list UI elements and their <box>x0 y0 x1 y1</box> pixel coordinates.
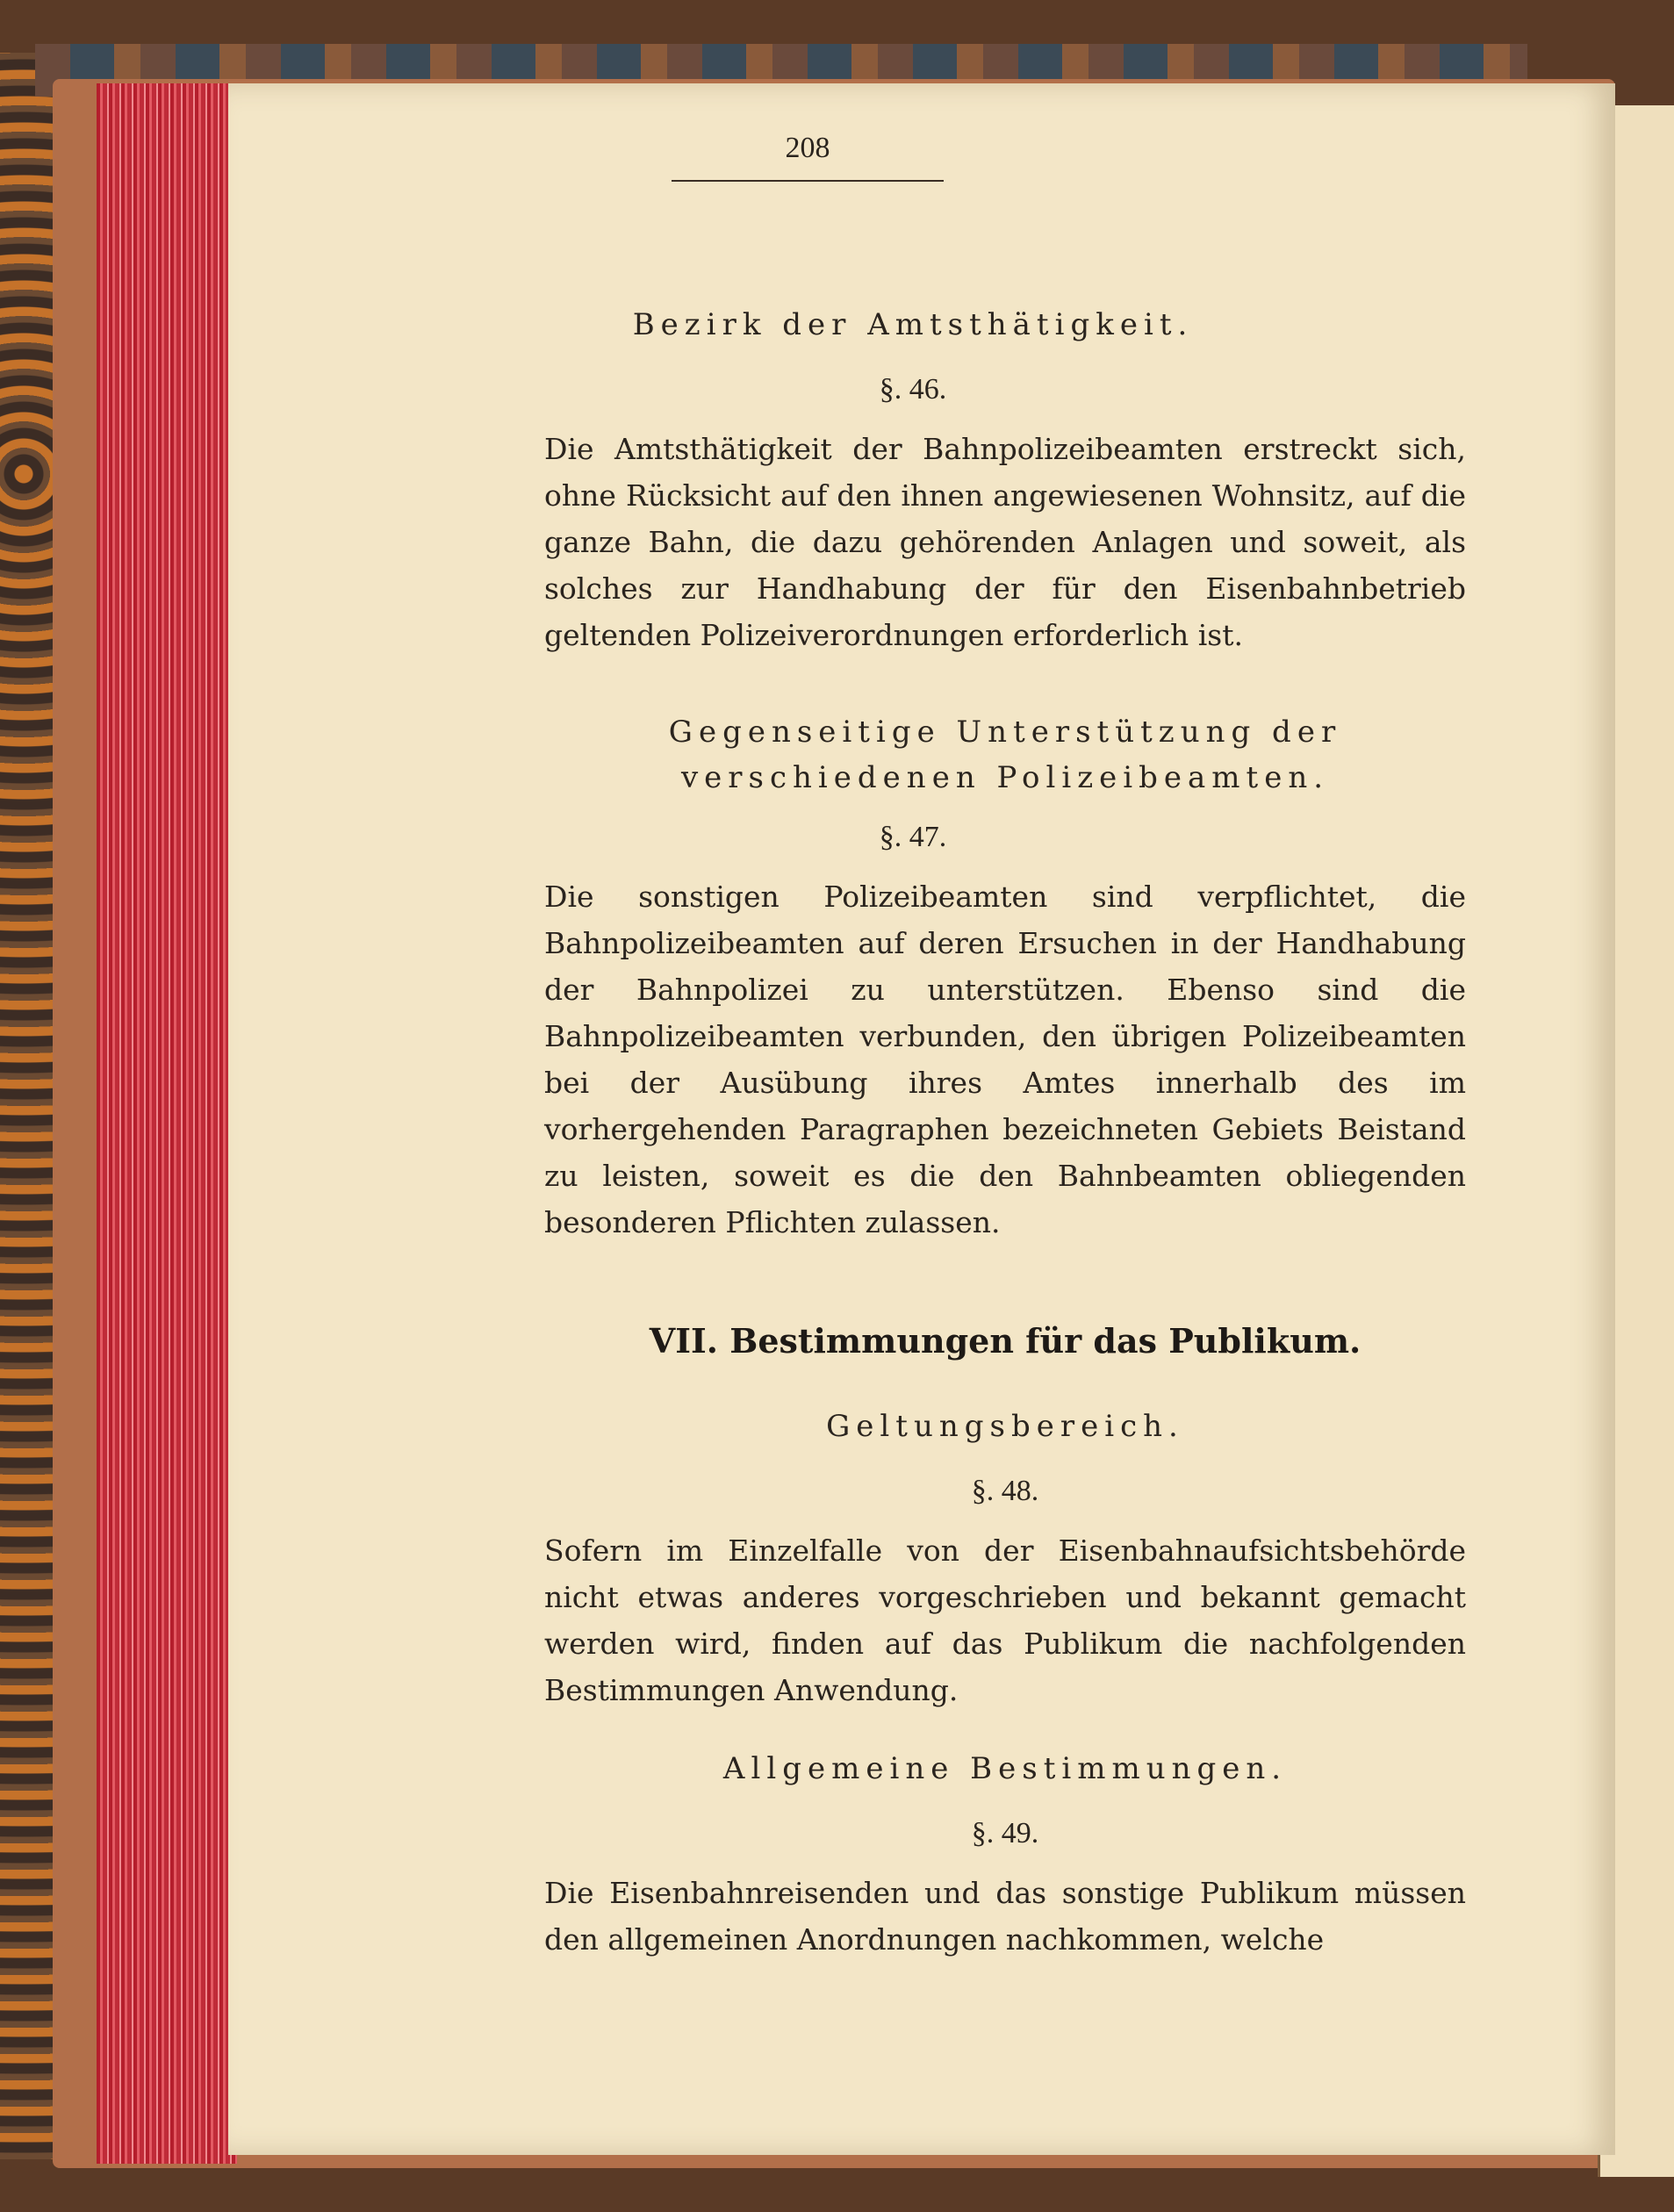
red-page-edges <box>97 83 237 2164</box>
paragraph-number: §. 48. <box>971 1475 1039 1507</box>
paragraph-number: §. 49. <box>971 1817 1039 1849</box>
paragraph-text: Die Amtsthätigkeit der Bahnpolizeibeamten erstreckt sich, ohne Rücksicht auf den ihnen angewiesenen Wohnsitz, auf die ganze Bahn, die dazu gehörenden Anlagen und soweit, als solches zur Handhabung der für den Eisenbahnbetrieb geltenden Polizeiverordnungen erforderlich ist. <box>544 432 1466 652</box>
paragraph-number: §. 46. <box>879 373 947 406</box>
paragraph-text: Die Eisenbahnreisenden und das sonstige Publikum müssen den allgemeinen Anordnungen nachkommen, welche <box>544 1876 1466 1957</box>
paragraph-text: Sofern im Einzelfalle von der Eisenbahnaufsichtsbehörde nicht etwas anderes vorgeschrieben und bekannt gemacht werden wird, finden auf das Publikum die nachfolgenden Bestimmungen Anwendung. <box>544 1533 1466 1707</box>
section-heading: Gegenseitige Unterstützung der verschiedenen Polizeibeamten. <box>668 715 1342 795</box>
paragraph-number: §. 47. <box>879 821 947 853</box>
section-heading: Allgemeine Bestimmungen. <box>722 1751 1288 1786</box>
chapter-heading: VII. Bestimmungen für das Publikum. <box>649 1321 1361 1361</box>
section-heading: Geltungsbereich. <box>826 1409 1184 1444</box>
page-number-rule <box>672 180 944 182</box>
page-number: 208 <box>785 132 830 164</box>
paragraph-text: Die sonstigen Polizeibeamten sind verpflichtet, die Bahnpolizeibeamten auf deren Ersuchen in der Handhabung der Bahnpolizei zu unterstützen. Ebenso sind die Bahnpolizeibeamten verbunden, den übrigen Polizeibeamten bei der Ausübung ihres Amtes innerhalb des im vorhergehenden Paragraphen bezeichneten Gebiets Beistand zu leisten, soweit es die den Bahnbeamten obliegenden besonderen Pflichten zulassen. <box>544 880 1466 1239</box>
section-heading: Bezirk der Amtsthätigkeit. <box>632 307 1194 342</box>
